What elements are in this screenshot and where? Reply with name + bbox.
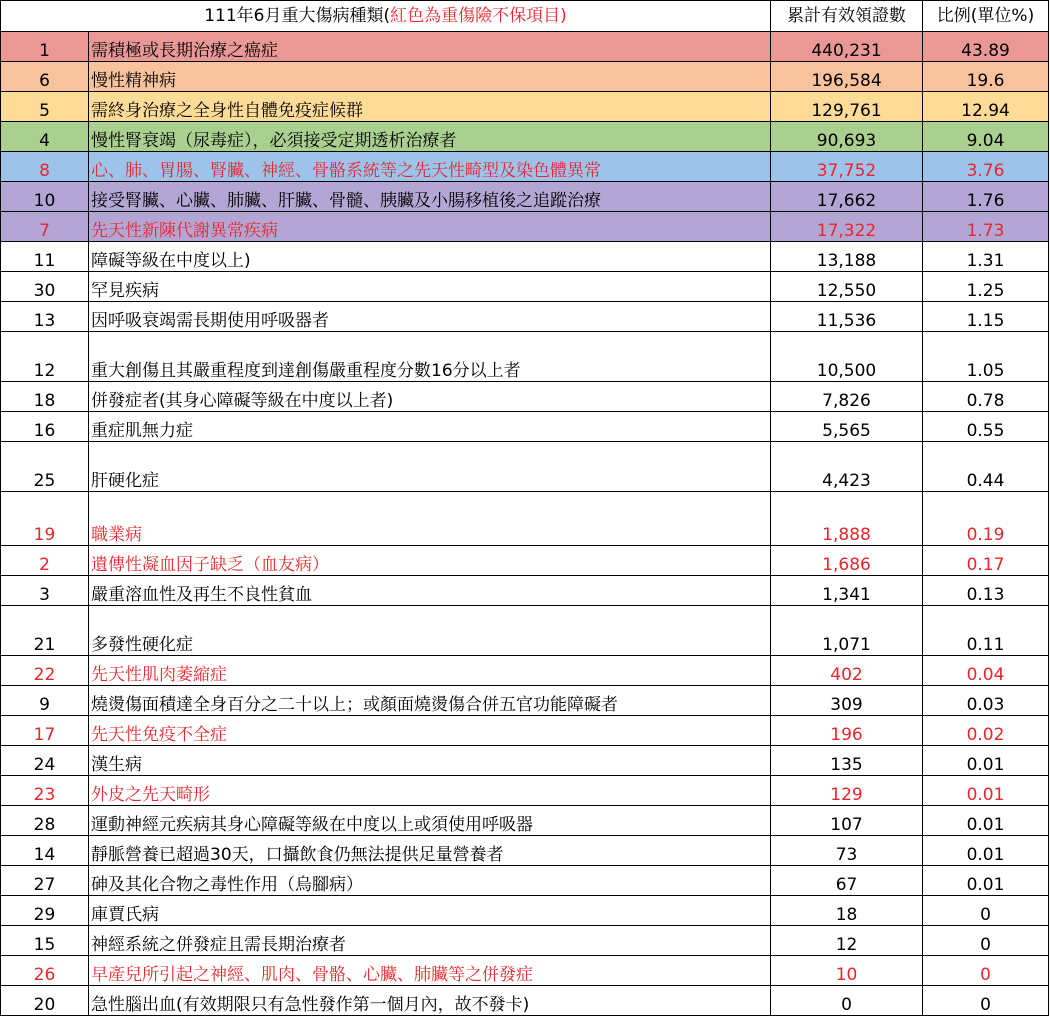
table-row: 9 燒燙傷面積達全身百分之二十以上；或顏面燒燙傷合併五官功能障礙者 309 0.03 bbox=[1, 686, 1049, 716]
table-row: 2 遺傳性凝血因子缺乏（血友病） 1,686 0.17 bbox=[1, 546, 1049, 576]
table-row: 13 因呼吸衰竭需長期使用呼吸器者 11,536 1.15 bbox=[1, 302, 1049, 332]
table-row: 22 先天性肌肉萎縮症 402 0.04 bbox=[1, 656, 1049, 686]
table-row: 25 肝硬化症 4,423 0.44 bbox=[1, 442, 1049, 492]
table-row: 15 神經系統之併發症且需長期治療者 12 0 bbox=[1, 926, 1049, 956]
table-row: 12 重大創傷且其嚴重程度到達創傷嚴重程度分數16分以上者 10,500 1.05 bbox=[1, 332, 1049, 382]
table-title: 111年6月重大傷病種類(紅色為重傷險不保項目) bbox=[1, 1, 771, 32]
table-row: 28 運動神經元疾病其身心障礙等級在中度以上或須使用呼吸器 107 0.01 bbox=[1, 806, 1049, 836]
table-row: 18 併發症者(其身心障礙等級在中度以上者) 7,826 0.78 bbox=[1, 382, 1049, 412]
table-row: 26 早產兒所引起之神經、肌肉、骨骼、心臟、肺臟等之併發症 10 0 bbox=[1, 956, 1049, 986]
table-row: 19 職業病 1,888 0.19 bbox=[1, 492, 1049, 546]
table-row: 3 嚴重溶血性及再生不良性貧血 1,341 0.13 bbox=[1, 576, 1049, 606]
table-row: 5 需終身治療之全身性自體免疫症候群 129,761 12.94 bbox=[1, 92, 1049, 122]
table-row: 20 急性腦出血(有效期限只有急性發作第一個月內，故不發卡) 0 0 bbox=[1, 986, 1049, 1016]
table-row: 21 多發性硬化症 1,071 0.11 bbox=[1, 606, 1049, 656]
table-row: 4 慢性腎衰竭（尿毒症），必須接受定期透析治療者 90,693 9.04 bbox=[1, 122, 1049, 152]
table-row: 24 漢生病 135 0.01 bbox=[1, 746, 1049, 776]
header-row bbox=[1, 1, 1049, 32]
table-row: 6 慢性精神病 196,584 19.6 bbox=[1, 62, 1049, 92]
table-row: 8 心、肺、胃腸、腎臟、神經、骨骼系統等之先天性畸型及染色體異常 37,752 3.76 bbox=[1, 152, 1049, 182]
table-row: 30 罕見疾病 12,550 1.25 bbox=[1, 272, 1049, 302]
table-row: 7 先天性新陳代謝異常疾病 17,322 1.73 bbox=[1, 212, 1049, 242]
table-row: 11 障礙等級在中度以上) 13,188 1.31 bbox=[1, 242, 1049, 272]
table-row: 10 接受腎臟、心臟、肺臟、肝臟、骨髓、胰臟及小腸移植後之追蹤治療 17,662 1.76 bbox=[1, 182, 1049, 212]
table-row: 29 庫賈氏病 18 0 bbox=[1, 896, 1049, 926]
table-row: 27 砷及其化合物之毒性作用（烏腳病） 67 0.01 bbox=[1, 866, 1049, 896]
table-row: 16 重症肌無力症 5,565 0.55 bbox=[1, 412, 1049, 442]
table-row: 1 需積極或長期治療之癌症 440,231 43.89 bbox=[1, 32, 1049, 62]
table-row: 23 外皮之先天畸形 129 0.01 bbox=[1, 776, 1049, 806]
ratio-header: 比例(單位%) bbox=[923, 1, 1049, 32]
count-header: 累計有效領證數 bbox=[771, 1, 923, 32]
table-row: 17 先天性免疫不全症 196 0.02 bbox=[1, 716, 1049, 746]
table-row: 14 靜脈營養已超過30天，口攝飲食仍無法提供足量營養者 73 0.01 bbox=[1, 836, 1049, 866]
